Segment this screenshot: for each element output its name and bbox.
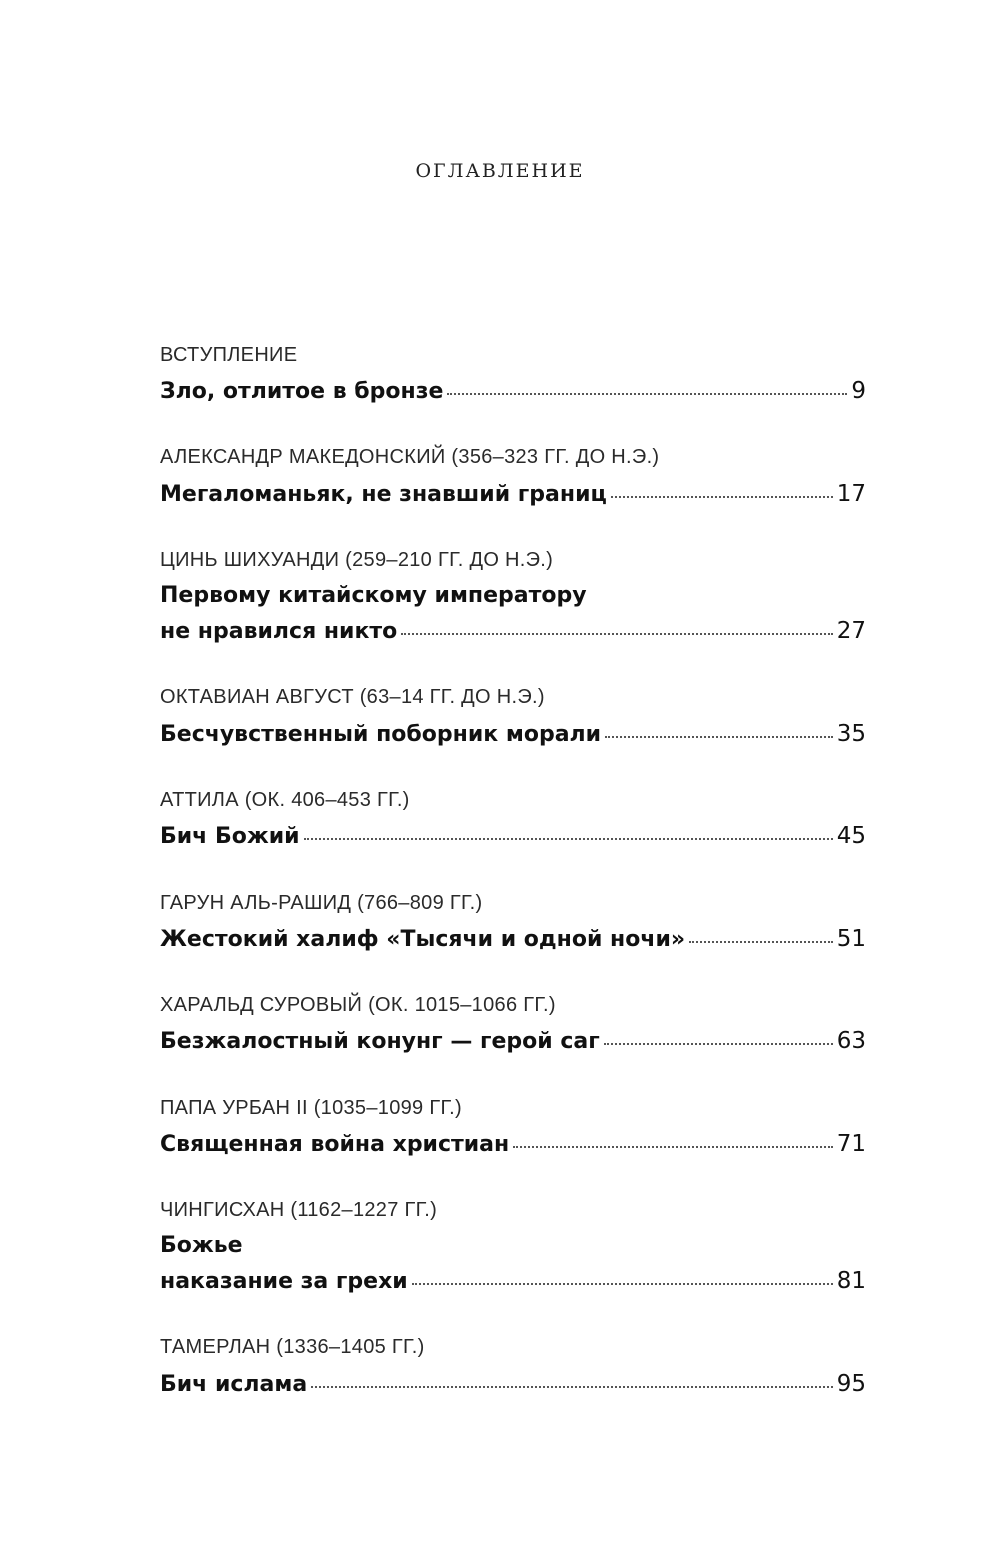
toc-entry-page: 51 [836, 926, 866, 952]
toc-entry-subtitle: ТАМЕРЛАН (1336–1405 ГГ.) [160, 1336, 425, 1358]
toc-entry-link[interactable] [160, 1131, 866, 1157]
toc-entry-subtitle: АЛЕКСАНДР МАКЕДОНСКИЙ (356–323 ГГ. ДО Н.Э.) [160, 446, 660, 468]
dot-leader [604, 1043, 833, 1045]
toc-entry-subtitle: ВСТУПЛЕНИЕ [160, 344, 298, 366]
toc-entry-page: 35 [836, 721, 866, 747]
dot-leader [689, 941, 833, 943]
toc-entry-title-line[interactable]: Первому китайскому императору [160, 583, 587, 608]
toc-entry-link[interactable] [160, 926, 866, 952]
page-title: ОГЛАВЛЕНИЕ [415, 160, 585, 182]
toc-entry-title: Бич Божий [160, 824, 300, 849]
toc-entry-title-line[interactable]: Божье [160, 1233, 243, 1258]
toc-entry-title: наказание за грехи [160, 1269, 408, 1294]
toc-entry-link[interactable] [160, 1268, 866, 1294]
dot-leader [513, 1146, 832, 1148]
toc-entry-title: Мегаломаньяк, не знавший границ [160, 482, 607, 507]
toc-entry-link[interactable] [160, 378, 866, 404]
toc-entry-page: 9 [851, 378, 866, 404]
dot-leader [401, 633, 832, 635]
toc-entry-subtitle: ОКТАВИАН АВГУСТ (63–14 ГГ. ДО Н.Э.) [160, 686, 545, 708]
toc-entry-page: 71 [836, 1131, 866, 1157]
toc-entry-subtitle: ХАРАЛЬД СУРОВЫЙ (ОК. 1015–1066 ГГ.) [160, 994, 556, 1016]
toc-entry-subtitle: ГАРУН АЛЬ-РАШИД (766–809 ГГ.) [160, 892, 483, 914]
toc-entry-title: Жестокий халиф «Тысячи и одной ночи» [160, 927, 686, 952]
dot-leader [611, 496, 833, 498]
toc-entry-link[interactable] [160, 481, 866, 507]
dot-leader [412, 1283, 833, 1285]
toc-entry-subtitle: АТТИЛА (ОК. 406–453 ГГ.) [160, 789, 410, 811]
toc-entry-page: 27 [836, 618, 866, 644]
dot-leader [304, 838, 833, 840]
toc-entry-page: 81 [836, 1268, 866, 1294]
toc-entry-title: Священная война христиан [160, 1132, 510, 1157]
dot-leader [605, 736, 833, 738]
toc-entry-page: 95 [836, 1371, 866, 1397]
toc-entry-page: 45 [836, 823, 866, 849]
toc-entry-link[interactable] [160, 1028, 866, 1054]
dot-leader [311, 1386, 833, 1388]
toc-entry-subtitle: ЧИНГИСХАН (1162–1227 ГГ.) [160, 1199, 438, 1221]
toc-entry-subtitle: ЦИНЬ ШИХУАНДИ (259–210 ГГ. ДО Н.Э.) [160, 549, 554, 571]
toc-entry-link[interactable] [160, 823, 866, 849]
toc-entry-page: 63 [836, 1028, 866, 1054]
toc-entry-page: 17 [836, 481, 866, 507]
toc-entry-link[interactable] [160, 618, 866, 644]
toc-entry-link[interactable] [160, 1371, 866, 1397]
toc-entry-link[interactable] [160, 721, 866, 747]
toc-entry-title: Бесчувственный поборник морали [160, 722, 602, 747]
toc-entry-title: Безжалостный конунг — герой саг [160, 1029, 600, 1054]
dot-leader [447, 393, 847, 395]
toc-entry-subtitle: ПАПА УРБАН II (1035–1099 ГГ.) [160, 1097, 462, 1119]
toc-entry-title: Зло, отлитое в бронзе [160, 379, 444, 404]
toc-entry-title: не нравился никто [160, 619, 398, 644]
toc-entry-title: Бич ислама [160, 1372, 308, 1397]
